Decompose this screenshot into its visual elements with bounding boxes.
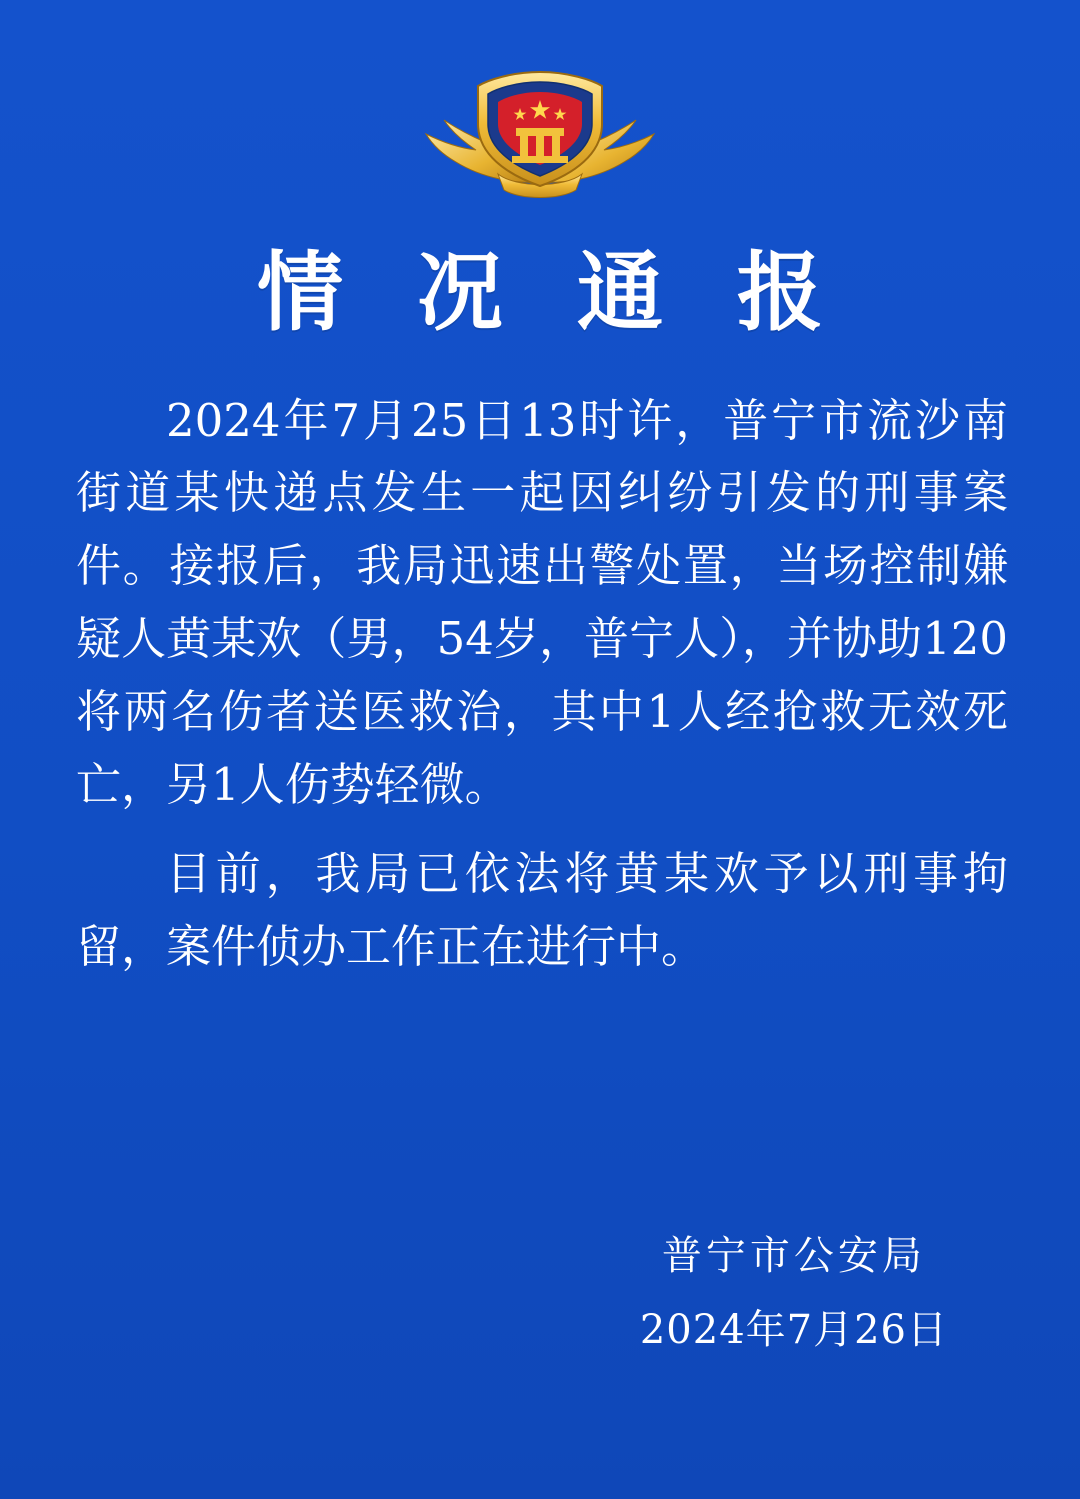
emblem-container bbox=[0, 0, 1080, 212]
notice-paragraph-1: 2024年7月25日13时许，普宁市流沙南街道某快递点发生一起因纠纷引发的刑事案件。接报后，我局迅速出警处置，当场控制嫌疑人黄某欢（男，54岁，普宁人），并协助120将两名伤者送医救治，其中1人经抢救无效死亡，另1人伤势轻微。 bbox=[76, 393, 1008, 812]
signature-organization: 普宁市公安局 bbox=[661, 1233, 926, 1279]
signature-date: 2024年7月26日 bbox=[639, 1307, 948, 1353]
notice-body bbox=[76, 385, 1008, 984]
page-title: 情 况 通 报 bbox=[257, 242, 845, 343]
signature-block bbox=[640, 1219, 948, 1367]
china-police-badge-icon bbox=[420, 62, 660, 212]
notice-paragraph-2: 目前，我局已依法将黄某欢予以刑事拘留，案件侦办工作正在进行中。 bbox=[76, 846, 1008, 973]
